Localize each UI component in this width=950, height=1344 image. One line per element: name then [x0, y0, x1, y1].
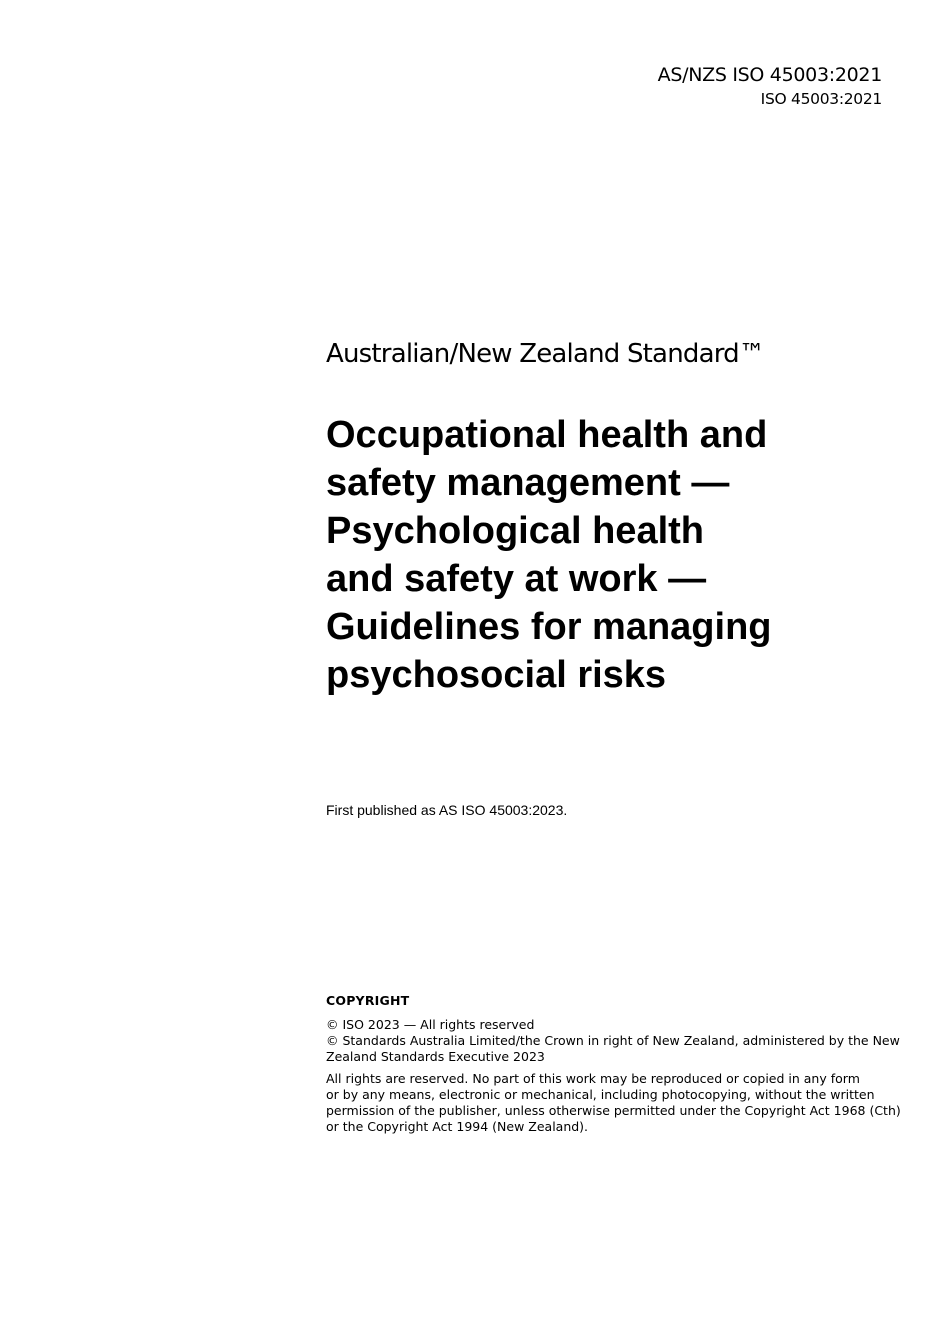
standard-designation-secondary: ISO 45003:2021	[760, 90, 882, 108]
title-line: safety management —	[326, 462, 730, 504]
title-line: Psychological health	[326, 510, 704, 552]
document-title	[326, 411, 846, 699]
standard-designation-block	[658, 62, 882, 110]
title-line: Guidelines for managing	[326, 606, 772, 648]
rights-line: or by any means, electronic or mechanical, including photocopying, without the written	[326, 1087, 875, 1102]
copyright-section	[326, 993, 901, 1135]
title-line: and safety at work —	[326, 558, 707, 600]
first-published-note: First published as AS ISO 45003:2023.	[326, 802, 568, 818]
standard-type-label: Australian/New Zealand Standard™	[326, 339, 765, 369]
iso-copyright-line: © ISO 2023 — All rights reserved	[326, 1017, 535, 1032]
owner-copyright-line: © Standards Australia Limited/the Crown in right of New Zealand, administered by the New	[326, 1033, 900, 1048]
rights-line: permission of the publisher, unless otherwise permitted under the Copyright Act 1968 (Cth)	[326, 1103, 901, 1118]
rights-line: All rights are reserved. No part of this work may be reproduced or copied in any form	[326, 1071, 860, 1086]
copyright-heading: COPYRIGHT	[326, 993, 410, 1008]
owner-copyright-line: Zealand Standards Executive 2023	[326, 1049, 545, 1064]
rights-reserved-paragraph	[326, 1071, 901, 1135]
standard-designation-primary: AS/NZS ISO 45003:2021	[657, 64, 882, 86]
rights-line: or the Copyright Act 1994 (New Zealand).	[326, 1119, 589, 1134]
title-line: psychosocial risks	[326, 654, 667, 696]
title-line: Occupational health and	[326, 414, 768, 456]
